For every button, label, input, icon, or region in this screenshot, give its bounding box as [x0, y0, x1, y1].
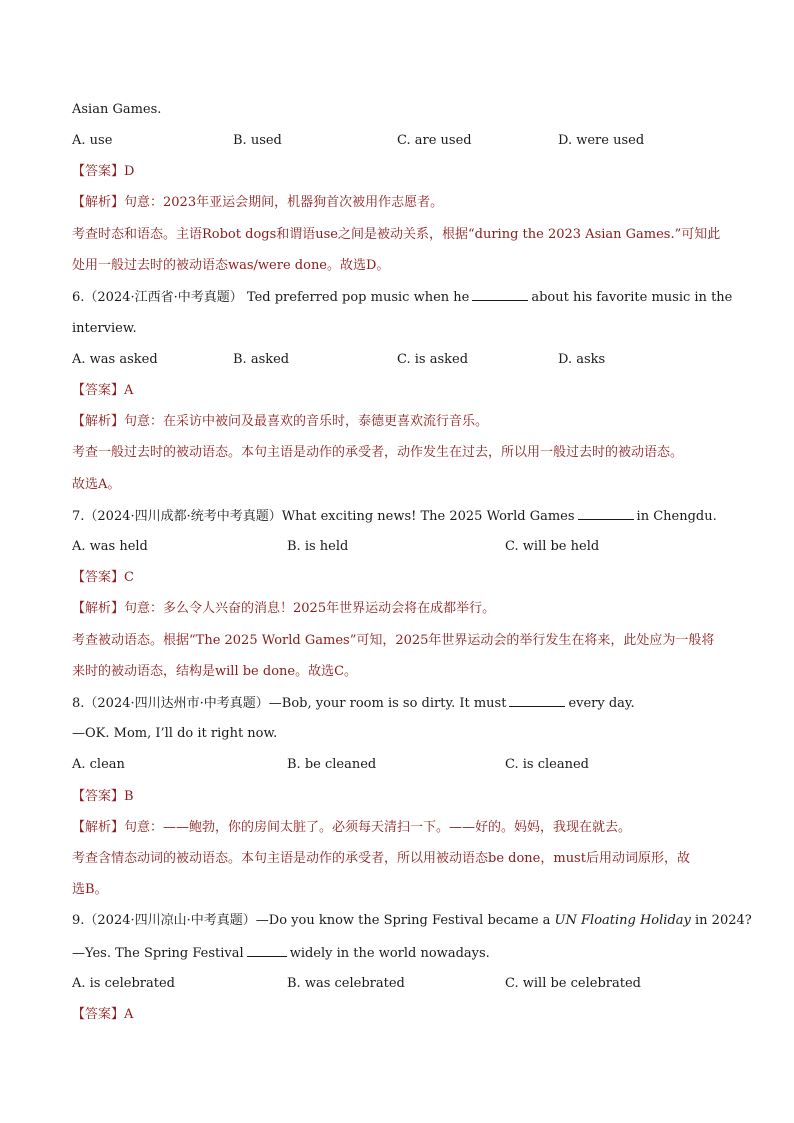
q9-stem-line2	[72, 944, 728, 963]
q9-answer	[72, 1006, 728, 1024]
q8-option-a: A. clean	[72, 757, 125, 772]
stem-text: in 2024?	[695, 913, 752, 928]
q7-answer	[72, 569, 728, 587]
q6-option-d: D. asks	[558, 352, 606, 367]
answer-value: B	[124, 789, 134, 804]
q8-stem-line2: —OK. Mom, I’ll do it right now.	[72, 726, 278, 741]
answer-tag: 【答案】	[72, 383, 125, 398]
q8-analysis-3: 选B。	[72, 882, 108, 897]
question-number: 9.	[72, 913, 85, 928]
q7-stem	[72, 507, 728, 526]
q5-answer	[72, 163, 728, 181]
q6-analysis-1	[72, 413, 728, 431]
q5-option-b: B. used	[233, 133, 282, 148]
question-number: 6.	[72, 290, 85, 305]
stem-italic-text: UN Floating Holiday	[554, 913, 691, 928]
answer-value: C	[124, 570, 134, 585]
stem-text: Ted preferred pop music when he	[246, 290, 470, 305]
stem-text: —Bob, your room is so dirty. It must	[268, 696, 507, 711]
answer-value: D	[124, 164, 135, 179]
q6-option-a: A. was asked	[72, 352, 158, 367]
q8-stem	[72, 694, 728, 713]
answer-tag: 【答案】	[72, 570, 125, 585]
answer-tag: 【答案】	[72, 789, 125, 804]
q8-option-c: C. is cleaned	[505, 757, 589, 772]
analysis-tag: 【解析】	[72, 195, 125, 210]
analysis-text: 句意：多么令人兴奋的消息！2025年世界运动会将在成都举行。	[124, 601, 496, 616]
q9-options	[72, 975, 732, 993]
stem-text: —Yes. The Spring Festival	[72, 946, 244, 961]
q6-analysis-3: 故选A。	[72, 477, 121, 492]
stem-text: in Chengdu.	[636, 509, 717, 524]
stem-text: about his favorite music in the	[531, 290, 733, 305]
q8-option-b: B. be cleaned	[287, 757, 377, 772]
answer-blank	[247, 944, 287, 957]
answer-tag: 【答案】	[72, 164, 125, 179]
q7-options	[72, 538, 732, 556]
q6-option-b: B. asked	[233, 352, 290, 367]
stem-text: —Do you know the Spring Festival became a	[255, 913, 551, 928]
stem-text: widely in the world nowadays.	[289, 946, 490, 961]
q5-option-c: C. are used	[397, 133, 472, 148]
q6-stem	[72, 288, 733, 307]
question-source: （2024·四川凉山·中考真题）	[84, 913, 256, 928]
q6-options	[72, 351, 732, 369]
analysis-tag: 【解析】	[72, 414, 125, 429]
question-number: 7.	[72, 509, 85, 524]
q5-option-a: A. use	[72, 133, 113, 148]
q6-answer	[72, 382, 728, 400]
q9-option-b: B. was celebrated	[287, 976, 405, 991]
q8-analysis-2: 考查含情态动词的被动语态。本句主语是动作的承受者，所以用被动语态be done，must后用动词原形，故	[72, 851, 690, 866]
q7-analysis-1	[72, 600, 728, 618]
q5-options	[72, 132, 732, 150]
question-source: （2024·江西省·中考真题）	[84, 290, 243, 305]
q5-option-d: D. were used	[558, 133, 645, 148]
answer-blank	[509, 694, 565, 707]
q7-analysis-2: 考查被动语态。根据“The 2025 World Games”可知，2025年世界运动会的举行发生在将来，此处应为一般将	[72, 633, 715, 648]
q6-option-c: C. is asked	[397, 352, 469, 367]
stem-text: every day.	[568, 696, 635, 711]
q5-analysis-1	[72, 194, 728, 212]
q9-option-c: C. will be celebrated	[505, 976, 641, 991]
q8-answer	[72, 788, 728, 806]
answer-blank	[472, 288, 528, 301]
q5-analysis-2: 考查时态和语态。主语Robot dogs和谓语use之间是被动关系，根据“during the 2023 Asian Games.”可知此	[72, 227, 721, 242]
q5-analysis-3: 处用一般过去时的被动语态was/were done。故选D。	[72, 258, 390, 273]
q8-analysis-1	[72, 819, 728, 837]
answer-tag: 【答案】	[72, 1007, 125, 1022]
q6-stem-line2: interview.	[72, 321, 137, 336]
q7-analysis-3: 来时的被动语态，结构是will be done。故选C。	[72, 664, 358, 679]
answer-blank	[578, 507, 634, 520]
q8-options	[72, 756, 732, 774]
question-source: （2024·四川成都·统考中考真题）	[84, 509, 282, 524]
question-number: 8.	[72, 696, 85, 711]
q5-stem-tail: Asian Games.	[72, 102, 162, 117]
question-source: （2024·四川达州市·中考真题）	[84, 696, 269, 711]
analysis-tag: 【解析】	[72, 601, 125, 616]
q7-option-a: A. was held	[72, 539, 148, 554]
q9-option-a: A. is celebrated	[72, 976, 175, 991]
answer-value: A	[124, 383, 134, 398]
q7-option-b: B. is held	[287, 539, 349, 554]
analysis-text: 句意：——鲍勃，你的房间太脏了。必须每天清扫一下。——好的。妈妈，我现在就去。	[124, 820, 632, 835]
stem-text: What exciting news! The 2025 World Games	[281, 509, 575, 524]
analysis-text: 句意：2023年亚运会期间，机器狗首次被用作志愿者。	[124, 195, 444, 210]
analysis-tag: 【解析】	[72, 820, 125, 835]
answer-value: A	[124, 1007, 134, 1022]
q7-option-c: C. will be held	[505, 539, 600, 554]
analysis-text: 句意：在采访中被问及最喜欢的音乐时，泰德更喜欢流行音乐。	[124, 414, 489, 429]
q9-stem	[72, 912, 752, 930]
q6-analysis-2: 考查一般过去时的被动语态。本句主语是动作的承受者，动作发生在过去，所以用一般过去时的被动语态。	[72, 445, 684, 460]
